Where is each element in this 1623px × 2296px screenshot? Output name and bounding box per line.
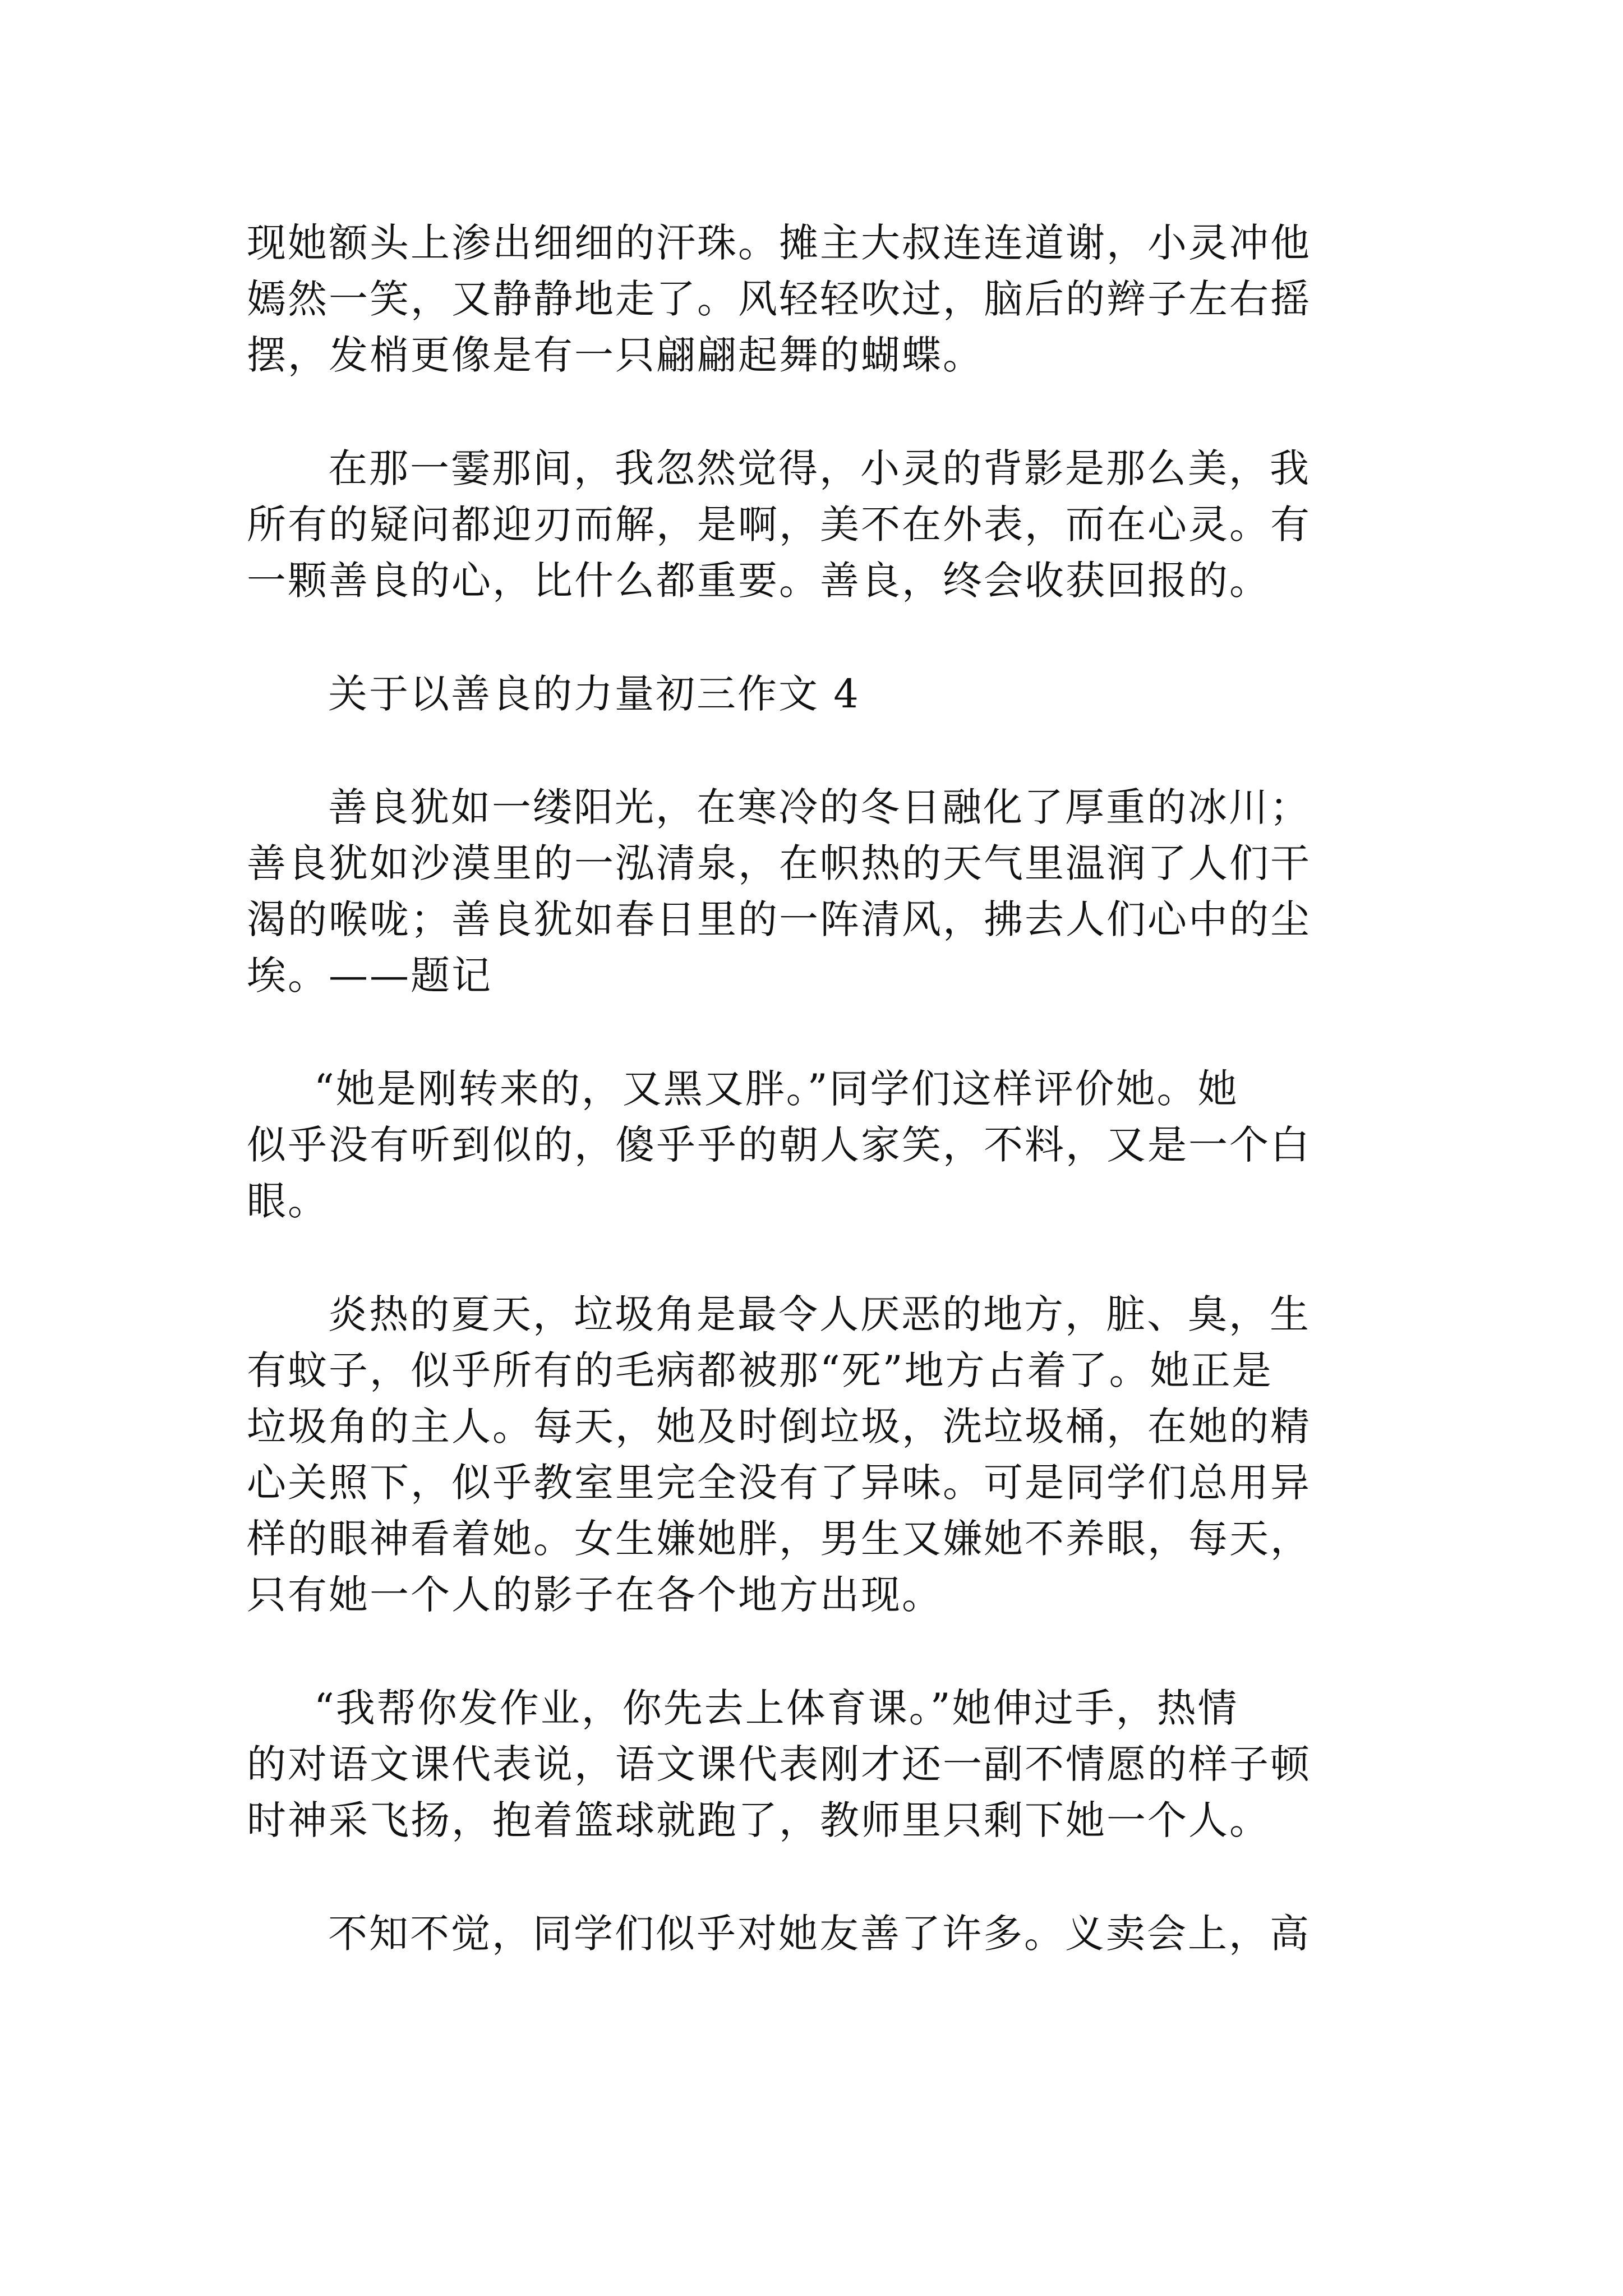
paragraph-start-line: 不知不觉，同学们似乎对她友善了许多。义卖会上，高 bbox=[328, 1911, 1311, 1957]
paragraph-start-line: 善良犹如一缕阳光，在寒冷的冬日融化了厚重的冰川； bbox=[328, 784, 1311, 830]
paragraph-start-line: “她是刚转来的，又黑又胖。”同学们这样评价她。她 bbox=[314, 1066, 1239, 1112]
text-line: 埃。——题记 bbox=[247, 953, 492, 999]
section-heading: 关于以善良的力量初三作文 4 bbox=[328, 671, 860, 717]
paragraph-start-line: 炎热的夏天，垃圾角是最令人厌恶的地方，脏、臭，生 bbox=[328, 1291, 1311, 1337]
text-line: 眼。 bbox=[247, 1178, 329, 1224]
text-line: 心关照下，似乎教室里完全没有了异味。可是同学们总用异 bbox=[247, 1460, 1311, 1506]
text-line: 所有的疑问都迎刃而解，是啊，美不在外表，而在心灵。有 bbox=[247, 501, 1311, 547]
text-line: 摆，发梢更像是有一只翩翩起舞的蝴蝶。 bbox=[247, 332, 984, 378]
text-line: 垃圾角的主人。每天，她及时倒垃圾，洗垃圾桶，在她的精 bbox=[247, 1404, 1311, 1450]
text-line: 现她额头上渗出细细的汗珠。摊主大叔连连道谢，小灵冲他 bbox=[247, 220, 1311, 266]
text-line: 一颗善良的心，比什么都重要。善良，终会收获回报的。 bbox=[247, 558, 1270, 604]
text-line: 时神采飞扬，抱着篮球就跑了，教师里只剩下她一个人。 bbox=[247, 1797, 1270, 1843]
text-line: 渴的喉咙；善良犹如春日里的一阵清风，拂去人们心中的尘 bbox=[247, 896, 1311, 942]
text-line: 有蚊子，似乎所有的毛病都被那“死”地方占着了。她正是 bbox=[247, 1347, 1273, 1393]
text-line: 似乎没有听到似的，傻乎乎的朝人家笑，不料，又是一个白 bbox=[247, 1122, 1311, 1168]
paragraph-start-line: “我帮你发作业，你先去上体育课。”她伸过手，热情 bbox=[314, 1685, 1239, 1731]
paragraph-start-line: 在那一霎那间，我忽然觉得，小灵的背影是那么美，我 bbox=[328, 445, 1311, 491]
text-line: 只有她一个人的影子在各个地方出现。 bbox=[247, 1572, 943, 1618]
text-line: 嫣然一笑，又静静地走了。风轻轻吹过，脑后的辫子左右摇 bbox=[247, 276, 1311, 322]
text-line: 的对语文课代表说，语文课代表刚才还一副不情愿的样子顿 bbox=[247, 1741, 1311, 1787]
text-line: 样的眼神看着她。女生嫌她胖，男生又嫌她不养眼，每天， bbox=[247, 1516, 1311, 1562]
text-line: 善良犹如沙漠里的一泓清泉，在帜热的天气里温润了人们干 bbox=[247, 840, 1311, 886]
